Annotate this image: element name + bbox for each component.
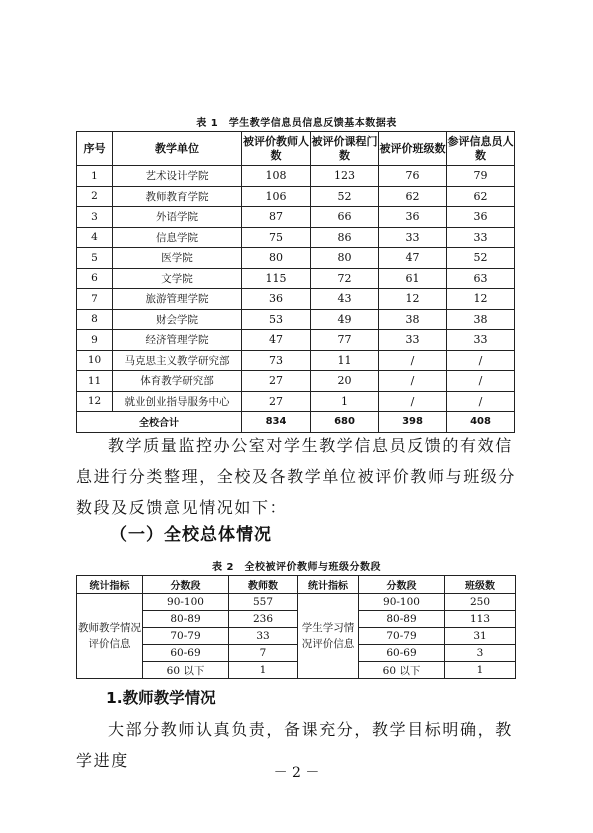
total-label: 全校合计: [77, 412, 242, 433]
data-cell: 61: [379, 268, 447, 289]
data-cell: 36: [379, 207, 447, 228]
data-cell: 108: [242, 166, 311, 187]
table-row: [77, 645, 516, 662]
data-cell: 87: [242, 207, 311, 228]
table-row: [77, 350, 515, 371]
row-number: 7: [77, 289, 113, 310]
table1-header-cell: 被评价班级数: [379, 132, 447, 166]
data-cell: 123: [311, 166, 379, 187]
table2-header-cell: 统计指标: [298, 576, 359, 594]
data-cell: 20: [311, 371, 379, 392]
table-row: [77, 207, 515, 228]
table-row: [77, 289, 515, 310]
row-number: 4: [77, 227, 113, 248]
total-value: 680: [311, 412, 379, 433]
data-cell: 36: [447, 207, 515, 228]
table1-header-cell: 被评价教师人数: [242, 132, 311, 166]
data-cell: /: [379, 350, 447, 371]
data-cell: 47: [242, 330, 311, 351]
unit-name: 就业创业指导服务中心: [113, 391, 242, 412]
class-count: 250: [445, 594, 516, 611]
unit-name: 体育教学研究部: [113, 371, 242, 392]
data-cell: /: [447, 371, 515, 392]
row-number: 12: [77, 391, 113, 412]
score-range: 90-100: [359, 594, 445, 611]
intro-paragraph: 教学质量监控办公室对学生教学信息员反馈的有效信息进行分类整理，全校及各教学单位被评价教师与班级分数段及反馈意见情况如下：: [76, 436, 517, 517]
unit-name: 信息学院: [113, 227, 242, 248]
teacher-count: 236: [229, 611, 298, 628]
teacher-count: 33: [229, 628, 298, 645]
score-range: 60 以下: [143, 662, 229, 679]
table1-header-cell: 参评信息员人数: [447, 132, 515, 166]
table2-header-row: [77, 576, 516, 594]
data-cell: 53: [242, 309, 311, 330]
class-count: 113: [445, 611, 516, 628]
data-cell: 106: [242, 186, 311, 207]
unit-name: 财会学院: [113, 309, 242, 330]
data-cell: /: [379, 371, 447, 392]
data-cell: 1: [311, 391, 379, 412]
total-value: 834: [242, 412, 311, 433]
data-cell: 11: [311, 350, 379, 371]
unit-name: 外语学院: [113, 207, 242, 228]
row-number: 1: [77, 166, 113, 187]
data-cell: 62: [447, 186, 515, 207]
row-number: 5: [77, 248, 113, 269]
table2-header-cell: 班级数: [445, 576, 516, 594]
group-label: 教师教学情况评价信息: [77, 594, 143, 679]
table2-header-cell: 分数段: [143, 576, 229, 594]
score-range: 60-69: [359, 645, 445, 662]
table2-header-cell: 统计指标: [77, 576, 143, 594]
table-row: [77, 594, 516, 611]
class-count: 31: [445, 628, 516, 645]
table2-header-cell: 分数段: [359, 576, 445, 594]
data-cell: 38: [447, 309, 515, 330]
data-cell: 62: [379, 186, 447, 207]
body-paragraph: 大部分教师认真负责，备课充分，教学目标明确，教学进度: [76, 720, 513, 770]
teacher-count: 557: [229, 594, 298, 611]
page-number: － 2 －: [273, 765, 320, 781]
score-range: 80-89: [359, 611, 445, 628]
score-range: 70-79: [143, 628, 229, 645]
data-cell: 43: [311, 289, 379, 310]
data-cell: /: [447, 350, 515, 371]
group-label: 学生学习情况评价信息: [298, 594, 359, 679]
table2-caption: 表 2 全校被评价教师与班级分数段: [212, 562, 381, 573]
unit-name: 经济管理学院: [113, 330, 242, 351]
table-row: [77, 268, 515, 289]
table1-header-row: [77, 132, 515, 166]
data-cell: 27: [242, 371, 311, 392]
class-count: 1: [445, 662, 516, 679]
table-row: [77, 611, 516, 628]
row-number: 3: [77, 207, 113, 228]
row-number: 10: [77, 350, 113, 371]
table2-header-cell: 教师数: [229, 576, 298, 594]
table-row: [77, 662, 516, 679]
data-cell: 33: [379, 330, 447, 351]
data-cell: 77: [311, 330, 379, 351]
row-number: 8: [77, 309, 113, 330]
class-count: 3: [445, 645, 516, 662]
table1: [76, 131, 515, 433]
table2: [76, 575, 516, 679]
data-cell: 12: [447, 289, 515, 310]
row-number: 2: [77, 186, 113, 207]
unit-name: 艺术设计学院: [113, 166, 242, 187]
table-row: [77, 391, 515, 412]
data-cell: 12: [379, 289, 447, 310]
table-row: [77, 371, 515, 392]
row-number: 11: [77, 371, 113, 392]
teacher-count: 1: [229, 662, 298, 679]
score-range: 90-100: [143, 594, 229, 611]
data-cell: 33: [379, 227, 447, 248]
row-number: 6: [77, 268, 113, 289]
data-cell: 72: [311, 268, 379, 289]
table-row: [77, 248, 515, 269]
data-cell: 66: [311, 207, 379, 228]
unit-name: 旅游管理学院: [113, 289, 242, 310]
score-range: 80-89: [143, 611, 229, 628]
data-cell: 73: [242, 350, 311, 371]
data-cell: 52: [311, 186, 379, 207]
total-value: 408: [447, 412, 515, 433]
table1-total-row: [77, 412, 515, 433]
score-range: 70-79: [359, 628, 445, 645]
teacher-count: 7: [229, 645, 298, 662]
unit-name: 医学院: [113, 248, 242, 269]
data-cell: 47: [379, 248, 447, 269]
data-cell: 80: [311, 248, 379, 269]
table1-header-cell: 被评价课程门数: [311, 132, 379, 166]
data-cell: 52: [447, 248, 515, 269]
unit-name: 教师教育学院: [113, 186, 242, 207]
data-cell: 36: [242, 289, 311, 310]
data-cell: 115: [242, 268, 311, 289]
table-row: [77, 227, 515, 248]
score-range: 60 以下: [359, 662, 445, 679]
section-heading: （一）全校总体情况: [110, 525, 272, 545]
total-value: 398: [379, 412, 447, 433]
table1-caption: 表 1 学生教学信息员信息反馈基本数据表: [196, 118, 397, 129]
table-row: [77, 186, 515, 207]
data-cell: 27: [242, 391, 311, 412]
score-range: 60-69: [143, 645, 229, 662]
subsection-heading: 1.教师教学情况: [106, 689, 216, 707]
unit-name: 文学院: [113, 268, 242, 289]
data-cell: 79: [447, 166, 515, 187]
table1-header-cell: 序号: [77, 132, 113, 166]
data-cell: /: [379, 391, 447, 412]
row-number: 9: [77, 330, 113, 351]
unit-name: 马克思主义教学研究部: [113, 350, 242, 371]
table-row: [77, 330, 515, 351]
table-row: [77, 309, 515, 330]
data-cell: 63: [447, 268, 515, 289]
data-cell: 49: [311, 309, 379, 330]
table-row: [77, 628, 516, 645]
table-row: [77, 166, 515, 187]
data-cell: 38: [379, 309, 447, 330]
data-cell: 76: [379, 166, 447, 187]
data-cell: 86: [311, 227, 379, 248]
data-cell: 33: [447, 330, 515, 351]
data-cell: 33: [447, 227, 515, 248]
data-cell: 75: [242, 227, 311, 248]
table1-header-cell: 教学单位: [113, 132, 242, 166]
data-cell: 80: [242, 248, 311, 269]
data-cell: /: [447, 391, 515, 412]
